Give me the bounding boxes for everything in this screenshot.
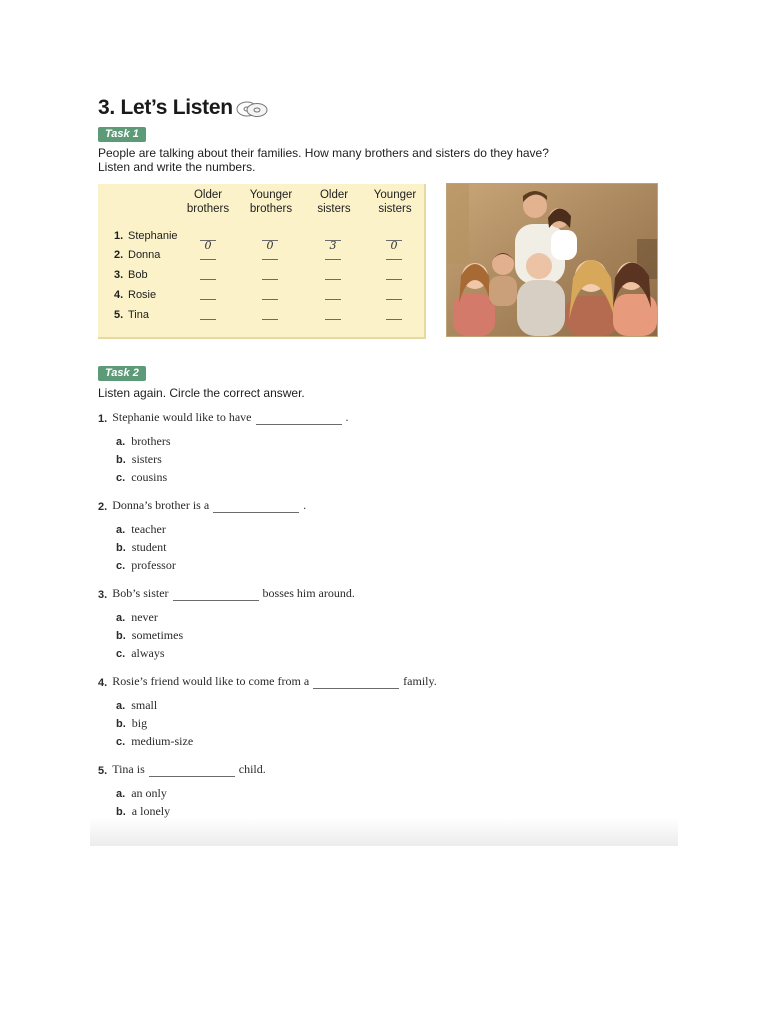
option-c[interactable]: c. medium-size bbox=[116, 734, 194, 748]
table-row bbox=[98, 227, 424, 252]
row-number: 2. bbox=[114, 249, 124, 261]
question-1 bbox=[98, 411, 349, 486]
answer-blank[interactable] bbox=[262, 239, 278, 252]
answer-blank[interactable] bbox=[256, 414, 342, 425]
question-text-end: child. bbox=[238, 762, 266, 776]
cd-audio-icon bbox=[236, 99, 268, 117]
task2-instruction: Listen again. Circle the correct answer. bbox=[98, 386, 305, 400]
row-number: 4. bbox=[114, 289, 124, 301]
task1-instruction bbox=[98, 146, 598, 174]
option-a[interactable]: a. small bbox=[116, 698, 158, 712]
answer-blank[interactable] bbox=[386, 319, 402, 320]
answer-blank[interactable] bbox=[386, 279, 402, 280]
answer-blank[interactable] bbox=[262, 299, 278, 300]
task1-badge: Task 1 bbox=[98, 127, 146, 142]
section-title-text: 3. Let’s Listen bbox=[98, 96, 233, 119]
question-text: Tina is bbox=[112, 762, 145, 776]
answer-blank[interactable] bbox=[149, 766, 235, 777]
table-row bbox=[98, 306, 424, 324]
option-b[interactable]: b. a lonely bbox=[116, 804, 171, 818]
task1-instruction-line1: People are talking about their families. How many brothers and sisters do they have? bbox=[98, 146, 549, 160]
option-a[interactable]: a. an only bbox=[116, 786, 167, 800]
answer-blank[interactable] bbox=[200, 239, 216, 252]
option-c[interactable]: c. always bbox=[116, 646, 165, 660]
col-head-older-brothers: Older brothers bbox=[186, 189, 230, 215]
answer-blank[interactable] bbox=[325, 259, 341, 260]
table-row bbox=[98, 246, 424, 264]
page-bottom-shadow bbox=[90, 818, 678, 846]
answer-blank[interactable] bbox=[200, 319, 216, 320]
answer-value: 0 bbox=[204, 239, 212, 252]
row-name: Tina bbox=[128, 309, 149, 321]
row-number: 5. bbox=[114, 309, 124, 321]
answer-blank[interactable] bbox=[262, 259, 278, 260]
question-number: 1. bbox=[98, 413, 108, 425]
answer-blank[interactable] bbox=[325, 279, 341, 280]
answer-blank[interactable] bbox=[200, 279, 216, 280]
question-text: Rosie’s friend would like to come from a bbox=[112, 674, 310, 688]
answer-blank[interactable] bbox=[325, 319, 341, 320]
question-2 bbox=[98, 499, 306, 574]
answer-blank[interactable] bbox=[262, 279, 278, 280]
question-text: Donna’s brother is a bbox=[112, 498, 210, 512]
answer-blank[interactable] bbox=[325, 239, 341, 252]
question-text-end: . bbox=[345, 410, 349, 424]
answer-blank[interactable] bbox=[200, 259, 216, 260]
question-text-end: . bbox=[303, 498, 307, 512]
option-b[interactable]: b. sisters bbox=[116, 452, 162, 466]
answer-blank[interactable] bbox=[386, 259, 402, 260]
family-table bbox=[98, 184, 426, 339]
family-photo-illustration bbox=[447, 184, 657, 336]
option-c[interactable]: c. cousins bbox=[116, 470, 168, 484]
option-a[interactable]: a. teacher bbox=[116, 522, 166, 536]
answer-value: 3 bbox=[329, 239, 337, 252]
option-b[interactable]: b. big bbox=[116, 716, 148, 730]
answer-blank[interactable] bbox=[313, 678, 399, 689]
option-b[interactable]: b. student bbox=[116, 540, 167, 554]
section-title bbox=[98, 96, 268, 120]
answer-blank[interactable] bbox=[262, 319, 278, 320]
table-row bbox=[98, 266, 424, 284]
answer-value: 0 bbox=[390, 239, 398, 252]
textbook-page bbox=[90, 0, 678, 846]
question-text-end: family. bbox=[403, 674, 437, 688]
row-name: Donna bbox=[128, 249, 161, 261]
option-a[interactable]: a. brothers bbox=[116, 434, 171, 448]
question-3 bbox=[98, 587, 355, 662]
family-photo bbox=[446, 183, 658, 337]
table-row bbox=[98, 286, 424, 304]
question-number: 5. bbox=[98, 765, 108, 777]
option-b[interactable]: b. sometimes bbox=[116, 628, 184, 642]
answer-value: 0 bbox=[266, 239, 274, 252]
answer-blank[interactable] bbox=[200, 299, 216, 300]
question-4 bbox=[98, 675, 437, 750]
col-head-younger-sisters: Younger sisters bbox=[373, 189, 417, 215]
option-a[interactable]: a. never bbox=[116, 610, 158, 624]
question-text: Stephanie would like to have bbox=[112, 410, 252, 424]
row-number: 1. bbox=[114, 230, 124, 242]
question-number: 4. bbox=[98, 677, 108, 689]
question-number: 3. bbox=[98, 589, 108, 601]
question-text-end: bosses him around. bbox=[262, 586, 355, 600]
answer-blank[interactable] bbox=[325, 299, 341, 300]
answer-blank[interactable] bbox=[386, 239, 402, 252]
question-text: Bob’s sister bbox=[112, 586, 169, 600]
col-head-younger-brothers: Younger brothers bbox=[249, 189, 293, 215]
question-number: 2. bbox=[98, 501, 108, 513]
answer-blank[interactable] bbox=[173, 590, 259, 601]
answer-blank[interactable] bbox=[213, 502, 299, 513]
answer-blank[interactable] bbox=[386, 299, 402, 300]
row-number: 3. bbox=[114, 269, 124, 281]
col-head-older-sisters: Older sisters bbox=[317, 189, 351, 215]
task1-instruction-line2: Listen and write the numbers. bbox=[98, 160, 256, 174]
row-name: Stephanie bbox=[128, 230, 178, 242]
row-name: Bob bbox=[128, 269, 148, 281]
task2-badge: Task 2 bbox=[98, 366, 146, 381]
row-name: Rosie bbox=[128, 289, 157, 301]
option-c[interactable]: c. professor bbox=[116, 558, 176, 572]
